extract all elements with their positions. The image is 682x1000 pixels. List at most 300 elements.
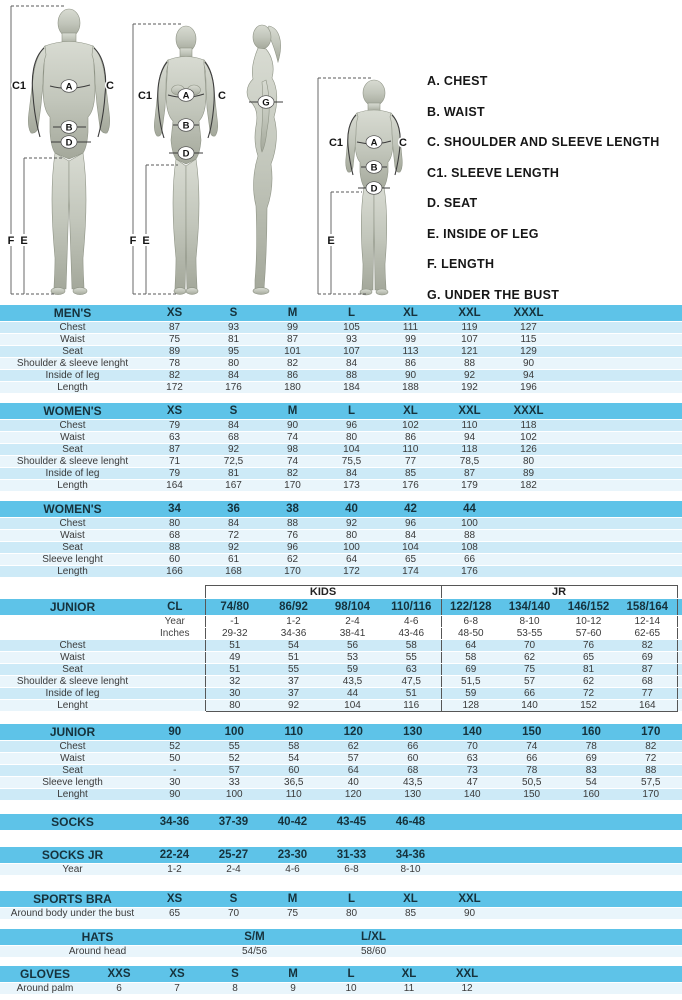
column-header: 98/104 bbox=[323, 599, 382, 616]
column-header: 23-30 bbox=[263, 847, 322, 864]
cell: 90 bbox=[440, 908, 499, 920]
column-header: 37-39 bbox=[204, 814, 263, 831]
cell: 179 bbox=[440, 480, 499, 492]
column-header: 31-33 bbox=[322, 847, 381, 864]
cell: 4-6 bbox=[382, 616, 441, 628]
gloves-table-grid bbox=[0, 966, 682, 995]
cell: 73 bbox=[443, 765, 503, 777]
filler bbox=[499, 891, 682, 908]
table-row bbox=[0, 753, 682, 765]
legend-item-chest: A. CHEST bbox=[427, 74, 488, 88]
cell: 6-8 bbox=[322, 864, 381, 876]
cell: 83 bbox=[562, 765, 622, 777]
filler bbox=[433, 929, 682, 946]
filler bbox=[677, 628, 682, 640]
spacer bbox=[145, 640, 205, 652]
cell: 63 bbox=[443, 753, 503, 765]
column-header: S/M bbox=[195, 929, 314, 946]
cell: 62 bbox=[500, 652, 559, 664]
cell: 10-12 bbox=[559, 616, 618, 628]
column-header: 158/164 bbox=[618, 599, 677, 616]
cell: 75 bbox=[145, 334, 204, 346]
cell: 48-50 bbox=[441, 628, 500, 640]
mens-size-table bbox=[0, 305, 682, 394]
row-label: Waist bbox=[0, 530, 145, 542]
filler bbox=[677, 664, 682, 676]
column-header: XXS bbox=[90, 966, 148, 983]
row-label: Seat bbox=[0, 664, 145, 676]
seat-marker bbox=[61, 136, 77, 149]
row-label: Inside of leg bbox=[0, 688, 145, 700]
cell: 87 bbox=[263, 334, 322, 346]
inside-leg-label: E bbox=[142, 235, 150, 247]
spacer bbox=[145, 688, 205, 700]
cell: 176 bbox=[204, 382, 263, 394]
cell: 70 bbox=[443, 741, 503, 753]
cell: 54 bbox=[264, 753, 324, 765]
cell: 47 bbox=[443, 777, 503, 789]
table-row bbox=[0, 468, 682, 480]
filler bbox=[558, 420, 682, 432]
column-header: XL bbox=[381, 891, 440, 908]
row-label: Chest bbox=[0, 640, 145, 652]
svg-text:B: B bbox=[182, 120, 190, 132]
sleeve-length-label: C1 bbox=[11, 80, 27, 92]
cell: 79 bbox=[145, 420, 204, 432]
cell: 72,5 bbox=[204, 456, 263, 468]
column-header: XXL bbox=[438, 966, 496, 983]
table-row bbox=[0, 420, 682, 432]
column-header: 43-45 bbox=[322, 814, 381, 831]
cell: 65 bbox=[381, 554, 440, 566]
column-header: L bbox=[322, 305, 381, 322]
cell: 84 bbox=[322, 358, 381, 370]
cell: 36,5 bbox=[264, 777, 324, 789]
cell: 80 bbox=[322, 530, 381, 542]
cell: 100 bbox=[322, 542, 381, 554]
cell: 8 bbox=[206, 983, 264, 995]
filler bbox=[558, 322, 682, 334]
spacer bbox=[145, 700, 205, 712]
spacer bbox=[145, 652, 205, 664]
cell: 57,5 bbox=[621, 777, 681, 789]
cell: 113 bbox=[381, 346, 440, 358]
header-row bbox=[0, 501, 682, 518]
row-label: Shoulder & sleeve lenght bbox=[0, 358, 145, 370]
column-header: XXL bbox=[440, 891, 499, 908]
cell: 58/60 bbox=[314, 946, 433, 958]
cell: 88 bbox=[621, 765, 681, 777]
under-bust-marker bbox=[258, 96, 274, 109]
cell: 66 bbox=[502, 753, 562, 765]
column-header: M bbox=[264, 966, 322, 983]
cell: 65 bbox=[145, 908, 204, 920]
table-row bbox=[0, 530, 682, 542]
cell: 92 bbox=[204, 542, 263, 554]
filler bbox=[440, 814, 682, 831]
filler bbox=[558, 432, 682, 444]
cell: 78,5 bbox=[440, 456, 499, 468]
cell: 81 bbox=[204, 334, 263, 346]
cell: 43,5 bbox=[323, 676, 382, 688]
cell: 77 bbox=[381, 456, 440, 468]
sub-row bbox=[0, 616, 682, 628]
header-row bbox=[0, 599, 682, 616]
cell: 95 bbox=[204, 346, 263, 358]
cell: 64 bbox=[441, 640, 500, 652]
cell: 29-32 bbox=[205, 628, 264, 640]
cl-column-header: CL bbox=[145, 599, 205, 616]
cell: 87 bbox=[618, 664, 677, 676]
cell: 60 bbox=[383, 753, 443, 765]
column-header: 120 bbox=[324, 724, 384, 741]
socks-table-grid bbox=[0, 814, 682, 831]
inside-leg-label: E bbox=[327, 235, 335, 247]
cell: 111 bbox=[381, 322, 440, 334]
header-row bbox=[0, 929, 682, 946]
row-label: Seat bbox=[0, 542, 145, 554]
filler bbox=[558, 346, 682, 358]
cell: 72 bbox=[204, 530, 263, 542]
junior-numeric-size-table bbox=[0, 724, 682, 801]
table-row bbox=[0, 741, 682, 753]
cell: 88 bbox=[440, 358, 499, 370]
cell: 170 bbox=[263, 480, 322, 492]
row-label: Chest bbox=[0, 518, 145, 530]
spacer bbox=[145, 586, 205, 599]
cell: 170 bbox=[263, 566, 322, 578]
cell: 110 bbox=[440, 420, 499, 432]
row-label: Waist bbox=[0, 652, 145, 664]
table-title: MEN'S bbox=[0, 305, 145, 322]
cell: 1-2 bbox=[264, 616, 323, 628]
legend-item-sleeve: C1. SLEEVE LENGTH bbox=[427, 165, 560, 180]
cell: 82 bbox=[618, 640, 677, 652]
row-label: Seat bbox=[0, 765, 145, 777]
column-header: 40 bbox=[322, 501, 381, 518]
cell: 58 bbox=[264, 741, 324, 753]
filler bbox=[558, 468, 682, 480]
spacer bbox=[0, 628, 145, 640]
row-label: Lenght bbox=[0, 700, 145, 712]
row-label: Inches bbox=[145, 628, 205, 640]
cell: 100 bbox=[440, 518, 499, 530]
column-header: M bbox=[263, 305, 322, 322]
cell: 99 bbox=[263, 322, 322, 334]
table-title: HATS bbox=[0, 929, 195, 946]
cell: 32 bbox=[205, 676, 264, 688]
row-label: Around head bbox=[0, 946, 195, 958]
cell: 72 bbox=[559, 688, 618, 700]
mens-table-grid bbox=[0, 305, 682, 394]
seat-marker bbox=[178, 147, 194, 160]
cell: 62 bbox=[263, 554, 322, 566]
column-header: XXL bbox=[440, 305, 499, 322]
table-row bbox=[0, 566, 682, 578]
filler bbox=[496, 983, 682, 995]
hats-table-grid bbox=[0, 929, 682, 958]
table-title: SOCKS JR bbox=[0, 847, 145, 864]
cell: 40 bbox=[324, 777, 384, 789]
row-label: Length bbox=[0, 480, 145, 492]
cell: 184 bbox=[322, 382, 381, 394]
legend-item-length: F. LENGTH bbox=[427, 257, 495, 271]
row-label: Sleeve lenght bbox=[0, 554, 145, 566]
cell: 172 bbox=[322, 566, 381, 578]
inside-leg-label: E bbox=[20, 235, 28, 247]
group-header: KIDS bbox=[205, 586, 441, 599]
table-title: WOMEN'S bbox=[0, 403, 145, 420]
table-row bbox=[0, 322, 682, 334]
cell: 129 bbox=[499, 346, 558, 358]
table-row bbox=[0, 518, 682, 530]
womens-numeric-size-table bbox=[0, 501, 682, 578]
table-row bbox=[0, 983, 682, 995]
column-header: 34 bbox=[145, 501, 204, 518]
column-header: 90 bbox=[145, 724, 205, 741]
cell: 78 bbox=[562, 741, 622, 753]
filler bbox=[499, 542, 682, 554]
column-header: XXXL bbox=[499, 403, 558, 420]
cell: 85 bbox=[381, 908, 440, 920]
cell: 69 bbox=[441, 664, 500, 676]
table-row bbox=[0, 358, 682, 370]
filler bbox=[499, 518, 682, 530]
cell: 84 bbox=[381, 530, 440, 542]
cell: 33 bbox=[205, 777, 265, 789]
cell: 174 bbox=[381, 566, 440, 578]
cell: 76 bbox=[559, 640, 618, 652]
table-row bbox=[0, 946, 682, 958]
cell: 89 bbox=[145, 346, 204, 358]
cell: 60 bbox=[145, 554, 204, 566]
cell: 176 bbox=[381, 480, 440, 492]
shoulder-sleeve-label: C bbox=[218, 90, 226, 102]
column-header: L/XL bbox=[314, 929, 433, 946]
cell: 68 bbox=[383, 765, 443, 777]
row-label: Lenght bbox=[0, 789, 145, 801]
cell: 59 bbox=[441, 688, 500, 700]
cell: 102 bbox=[381, 420, 440, 432]
column-header: M bbox=[263, 891, 322, 908]
woman-side-figure bbox=[247, 25, 281, 294]
junior_cl-table-grid bbox=[0, 585, 682, 712]
cell: 86 bbox=[263, 370, 322, 382]
cell: 34-36 bbox=[264, 628, 323, 640]
column-header: 74/80 bbox=[205, 599, 264, 616]
spacer bbox=[0, 616, 145, 628]
cell: 92 bbox=[440, 370, 499, 382]
cell: 37 bbox=[264, 688, 323, 700]
cell: 50,5 bbox=[502, 777, 562, 789]
table-row bbox=[0, 664, 682, 676]
legend-item-waist: B. WAIST bbox=[427, 104, 485, 119]
table-title: SPORTS BRA bbox=[0, 891, 145, 908]
table-title: JUNIOR bbox=[0, 724, 145, 741]
table-row bbox=[0, 370, 682, 382]
svg-text:A: A bbox=[370, 137, 378, 149]
socks-size-table bbox=[0, 814, 682, 831]
table-row bbox=[0, 688, 682, 700]
cell: 78 bbox=[502, 765, 562, 777]
waist-marker bbox=[366, 161, 382, 174]
cell: 2-4 bbox=[323, 616, 382, 628]
cell: 66 bbox=[440, 554, 499, 566]
cell: 82 bbox=[145, 370, 204, 382]
cell: 8-10 bbox=[500, 616, 559, 628]
sleeve-length-label: C1 bbox=[328, 137, 344, 149]
table-row bbox=[0, 432, 682, 444]
cell: 94 bbox=[499, 370, 558, 382]
cell: 84 bbox=[204, 370, 263, 382]
filler bbox=[558, 456, 682, 468]
svg-text:B: B bbox=[370, 162, 378, 174]
cell: 12 bbox=[438, 983, 496, 995]
table-row bbox=[0, 864, 682, 876]
table-title: WOMEN'S bbox=[0, 501, 145, 518]
column-header: 42 bbox=[381, 501, 440, 518]
cell: 74 bbox=[502, 741, 562, 753]
cell: 84 bbox=[322, 468, 381, 480]
cell: 160 bbox=[562, 789, 622, 801]
cell: 10 bbox=[322, 983, 380, 995]
column-header: S bbox=[206, 966, 264, 983]
cell: 51 bbox=[205, 664, 264, 676]
cell: 74 bbox=[263, 432, 322, 444]
cell: 80 bbox=[322, 432, 381, 444]
cell: 4-6 bbox=[263, 864, 322, 876]
cell: 63 bbox=[382, 664, 441, 676]
cell: 96 bbox=[381, 518, 440, 530]
cell: 50 bbox=[145, 753, 205, 765]
cell: 108 bbox=[440, 542, 499, 554]
chest-marker bbox=[366, 136, 382, 149]
cell: 188 bbox=[381, 382, 440, 394]
cell: 43,5 bbox=[383, 777, 443, 789]
filler bbox=[677, 688, 682, 700]
table-row bbox=[0, 334, 682, 346]
cell: 75 bbox=[263, 908, 322, 920]
cell: 173 bbox=[322, 480, 381, 492]
cell: 79 bbox=[145, 468, 204, 480]
cell: 115 bbox=[499, 334, 558, 346]
svg-text:D: D bbox=[182, 148, 190, 160]
row-label: Inside of leg bbox=[0, 468, 145, 480]
svg-text:G: G bbox=[262, 97, 270, 109]
cell: 70 bbox=[500, 640, 559, 652]
cell: 80 bbox=[499, 456, 558, 468]
cell: 140 bbox=[500, 700, 559, 712]
filler bbox=[677, 676, 682, 688]
cell: 99 bbox=[381, 334, 440, 346]
chest-marker bbox=[178, 89, 194, 102]
sports_bra-table-grid bbox=[0, 891, 682, 920]
cell: 57-60 bbox=[559, 628, 618, 640]
filler bbox=[558, 382, 682, 394]
filler bbox=[558, 334, 682, 346]
cell: 56 bbox=[323, 640, 382, 652]
chest-marker bbox=[61, 80, 77, 93]
spacer bbox=[0, 586, 145, 599]
cell: 63 bbox=[145, 432, 204, 444]
cell: 88 bbox=[263, 518, 322, 530]
cell: 88 bbox=[145, 542, 204, 554]
cell: 182 bbox=[499, 480, 558, 492]
column-header: 140 bbox=[443, 724, 503, 741]
filler bbox=[440, 864, 682, 876]
cell: 82 bbox=[621, 741, 681, 753]
junior-cl-size-table bbox=[0, 585, 682, 712]
cell: 92 bbox=[264, 700, 323, 712]
cell: 90 bbox=[263, 420, 322, 432]
cell: 51,5 bbox=[441, 676, 500, 688]
column-header: XXXL bbox=[499, 305, 558, 322]
column-header: 122/128 bbox=[441, 599, 500, 616]
hats-size-table bbox=[0, 929, 682, 958]
cell: 8-10 bbox=[381, 864, 440, 876]
cell: 38-41 bbox=[323, 628, 382, 640]
header-row bbox=[0, 891, 682, 908]
cell: 55 bbox=[264, 664, 323, 676]
cell: 54/56 bbox=[195, 946, 314, 958]
cell: 126 bbox=[499, 444, 558, 456]
cell: 51 bbox=[205, 640, 264, 652]
cell: 168 bbox=[204, 566, 263, 578]
cell: 89 bbox=[499, 468, 558, 480]
filler bbox=[558, 444, 682, 456]
cell: 127 bbox=[499, 322, 558, 334]
filler bbox=[677, 700, 682, 712]
table-row bbox=[0, 542, 682, 554]
row-label: Waist bbox=[0, 753, 145, 765]
column-header: 36 bbox=[204, 501, 263, 518]
filler bbox=[677, 616, 682, 628]
cell: 61 bbox=[204, 554, 263, 566]
column-header: 110/116 bbox=[382, 599, 441, 616]
column-header: 44 bbox=[440, 501, 499, 518]
cell: 98 bbox=[263, 444, 322, 456]
cell: 88 bbox=[440, 530, 499, 542]
filler bbox=[499, 554, 682, 566]
filler bbox=[499, 908, 682, 920]
cell: 90 bbox=[499, 358, 558, 370]
column-header: 160 bbox=[562, 724, 622, 741]
header-row bbox=[0, 966, 682, 983]
column-header: XS bbox=[148, 966, 206, 983]
row-label: Seat bbox=[0, 444, 145, 456]
table-row bbox=[0, 444, 682, 456]
cell: 37 bbox=[264, 676, 323, 688]
cell: 87 bbox=[440, 468, 499, 480]
length-label: F bbox=[129, 235, 137, 247]
cell: 80 bbox=[204, 358, 263, 370]
svg-text:B: B bbox=[65, 122, 73, 134]
cell: 68 bbox=[204, 432, 263, 444]
cell: 87 bbox=[145, 322, 204, 334]
cell: 101 bbox=[263, 346, 322, 358]
spacer bbox=[145, 676, 205, 688]
filler bbox=[496, 966, 682, 983]
cell: 170 bbox=[621, 789, 681, 801]
row-label: Shoulder & sleeve lenght bbox=[0, 676, 145, 688]
cell: 66 bbox=[500, 688, 559, 700]
legend-item-under-bust: G. UNDER THE BUST bbox=[427, 287, 560, 302]
column-header: S bbox=[204, 305, 263, 322]
cell: 65 bbox=[559, 652, 618, 664]
cell: 54 bbox=[562, 777, 622, 789]
cell: 62 bbox=[559, 676, 618, 688]
column-header: 134/140 bbox=[500, 599, 559, 616]
